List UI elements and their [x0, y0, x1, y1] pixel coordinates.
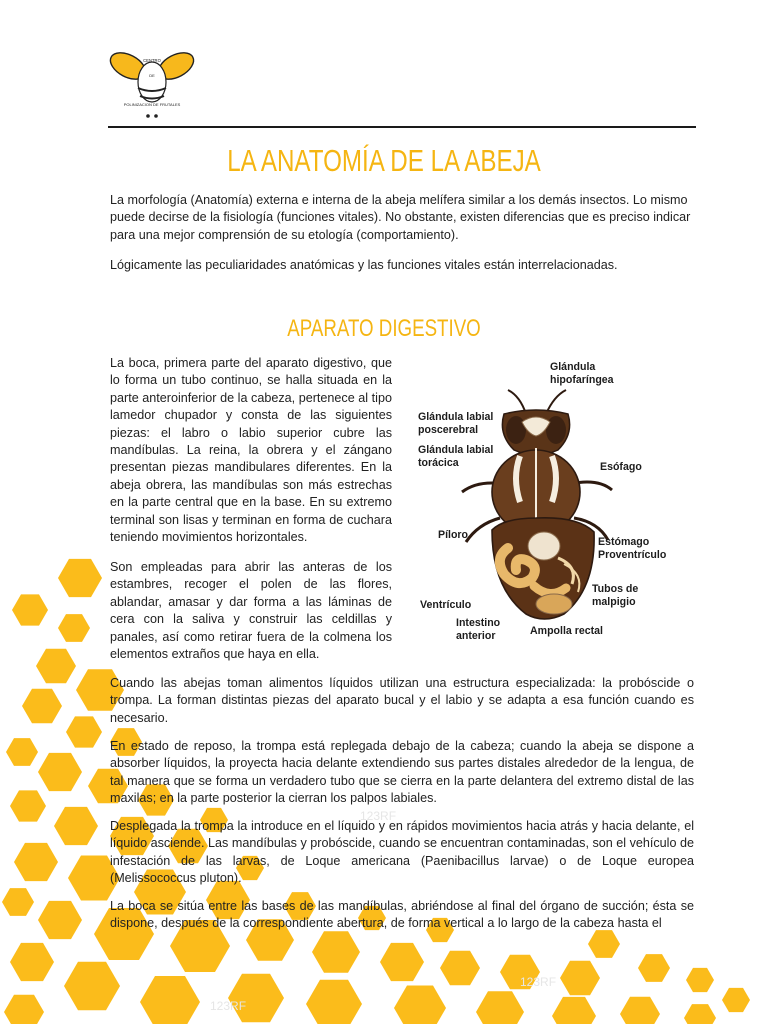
honeycomb-cell [22, 689, 62, 724]
honeycomb-cell [638, 954, 670, 982]
intro-paragraph-2: Lógicamente las peculiaridades anatómicas y las funciones vitales están interrelacionadas. [110, 258, 618, 272]
honeycomb-cell [66, 716, 102, 747]
honeycomb-cell [54, 807, 98, 845]
watermark-text: 123RF [360, 809, 397, 823]
label-labial-pos-2: poscerebral [418, 424, 479, 436]
label-ventriculo: Ventrículo [420, 599, 472, 611]
label-intestino-1: Intestino [456, 617, 501, 629]
intro-paragraph-1: La morfología (Anatomía) externa e interna de la abeja melífera similar a los demás insectos. Lo mismo puede decirse de la fisiología (funciones vitales). No obstante, existen diferencias que es preciso indicar para una mejor comprensión de su etología (comportamiento). [110, 193, 691, 242]
document-title: LA ANATOMÍA DE LA ABEJA [227, 143, 541, 178]
honeycomb-cell [684, 1004, 716, 1024]
label-piloro: Píloro [438, 529, 469, 541]
label-esofago: Esófago [600, 461, 642, 473]
honeycomb-cell [6, 738, 38, 766]
honeycomb-cell [10, 943, 54, 981]
honeycomb-cell [140, 976, 200, 1024]
label-labial-tor-2: torácica [418, 457, 459, 469]
label-labial-tor-1: Glándula labial [418, 444, 494, 456]
label-tubos-2: malpigio [592, 596, 636, 608]
honeycomb-cell [588, 930, 620, 958]
honeycomb-cell [12, 594, 48, 625]
body-paragraph-4: En estado de reposo, la trompa está replegada debajo de la cabeza; cuando la abeja se dispone a absorber líquidos, la proyecta hacia delante extendiendo sus partes distales alrededor de la lengua, de tal manera que se forma un verdadero tubo que se cierra en la parte delantera del extremo distal de las maxilas; en la parte posterior la cierran los palpos labiales. [110, 739, 694, 806]
honeycomb-cell [394, 986, 446, 1024]
honeycomb-cell [10, 790, 46, 821]
body-paragraph-2: Son empleadas para abrir las anteras de los estambres, recoger el polen de las flores, ablandar, amasar y dar forma a las láminas de cera con la saliva y construir las celdillas y panales, así como retirar fuera de la colmena los elementos extraños que haya en ella. [110, 560, 392, 662]
honeycomb-cell [36, 649, 76, 684]
honeycomb-cell [476, 991, 524, 1024]
label-hipofaringea-2: hipofaríngea [550, 374, 614, 386]
honeycomb-cell [306, 980, 362, 1024]
label-labial-pos-1: Glándula labial [418, 411, 494, 423]
label-ampolla: Ampolla rectal [530, 625, 604, 637]
honeycomb-cell [58, 614, 90, 642]
label-intestino-2: anterior [456, 630, 496, 642]
honeycomb-cell [620, 997, 660, 1024]
logo-line1: CENTRO [143, 58, 161, 63]
honeycomb-cell [552, 997, 596, 1024]
bee-digestive-anatomy-figure [408, 352, 684, 644]
body-paragraph-3: Cuando las abejas toman alimentos líquidos utilizan una estructura especializada: la probóscide o trompa. La forman distintas piezas del aparato bucal y el labio y se adapta a esa función cuando es necesario. [110, 676, 694, 725]
honeycomb-cell [4, 995, 44, 1024]
body-paragraph-5: Desplegada la trompa la introduce en el líquido y en rápidos movimientos hacia atrás y hacia delante, el líquido asciende. Las mandíbulas y probóscide, cuando se encuentran contaminadas, son el vehículo de infestación de las larvas, de Loque americana (Paenibacillus larvae) o de Loque europea (Melissococcus pluton). [110, 819, 694, 886]
label-estomago: Estómago [598, 536, 650, 548]
honeycomb-cell [312, 931, 360, 973]
body-paragraph-6: La boca se sitúa entre las bases de las mandíbulas, abriéndose al final del órgano de succión; ésta se dispone, después de la correspondiente abertura, de forma vertical a lo largo de la cabeza hasta el [110, 899, 694, 931]
section-heading: APARATO DIGESTIVO [287, 315, 481, 342]
honeycomb-cell [440, 951, 480, 986]
header-rule [108, 126, 696, 128]
honeycomb-cell [722, 988, 750, 1012]
honeycomb-cell [686, 968, 714, 992]
honeycomb-cell [38, 901, 82, 939]
watermark-text: 123RF [210, 999, 247, 1013]
honeycomb-cell [228, 974, 284, 1022]
label-proventriculo: Proventrículo [598, 549, 667, 561]
honeycomb-cell [560, 961, 600, 996]
label-tubos-1: Tubos de [592, 583, 639, 595]
logo-line2: DE [149, 73, 155, 78]
honeycomb-cell [2, 888, 34, 916]
honeycomb-cell [38, 753, 82, 791]
logo-line3: POLINIZACION DE FRUTALES [123, 102, 181, 107]
honeycomb-cell [64, 962, 120, 1010]
watermark-text: 123RF [520, 975, 557, 989]
honeycomb-cell [380, 943, 424, 981]
label-hipofaringea-1: Glándula [550, 361, 596, 373]
bee-logo [104, 44, 200, 124]
honeycomb-cell [58, 559, 102, 597]
honeycomb-cell [14, 843, 58, 881]
body-paragraph-1: La boca, primera parte del aparato digestivo, que lo forma un tubo continuo, se halla situada en la parte anteroinferior de la cabeza, pertenece al tipo lamedor chupador y consta de las siguientes piezas: el labro o labio superior cubre las mandíbulas. La reina, la obrera y el zángano presentan piezas mandibulares diferentes. En la abeja obrera, las mandíbulas son más estrechas en la parte central que en la base. En su extremo terminal son lisas y terminan en forma de cuchara teniendo movimientos horizontales. [110, 356, 392, 545]
